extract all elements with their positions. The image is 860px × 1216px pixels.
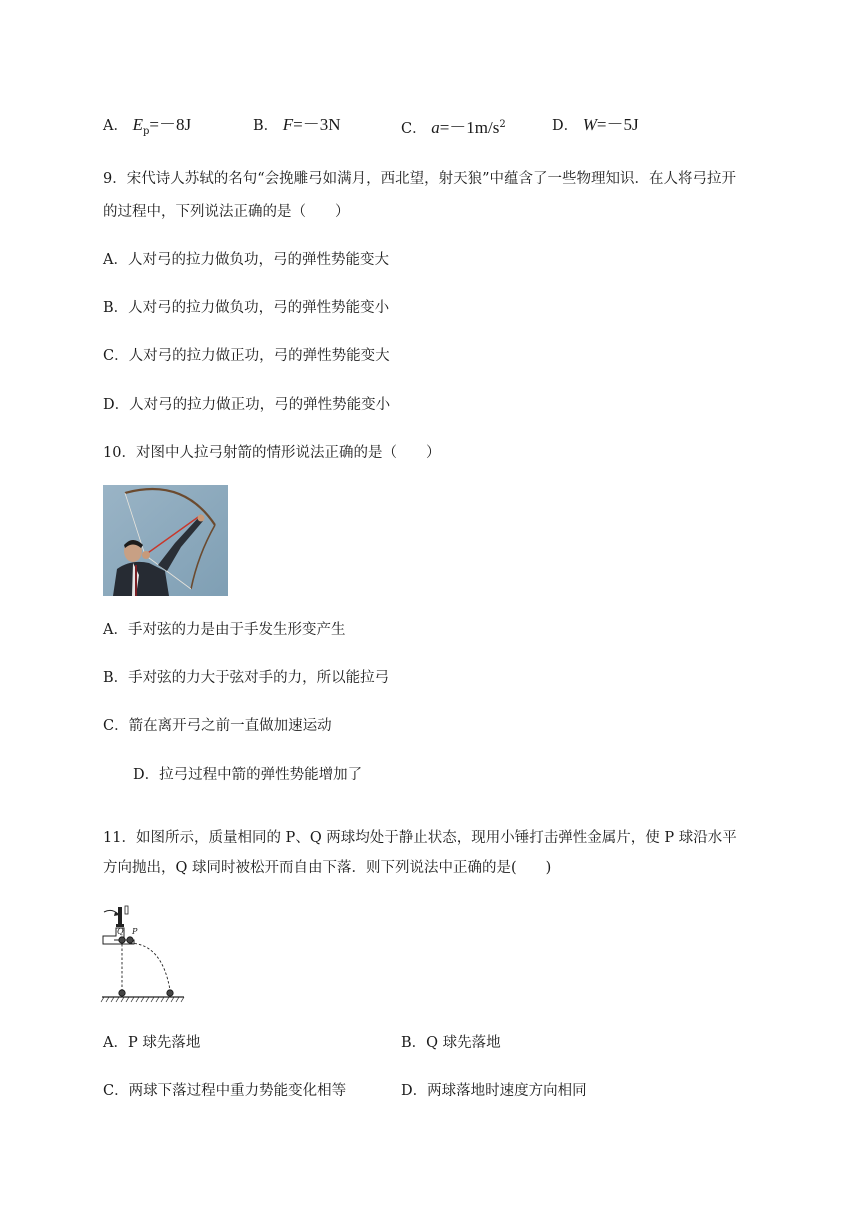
ball-p — [127, 937, 133, 943]
q10-option-b: B．手对弦的力大于弦对手的力，所以能拉弓 — [103, 670, 390, 686]
q11-option-a: A．P 球先落地 — [103, 1035, 201, 1051]
q8-option-b: B． F=－3N — [253, 115, 341, 134]
q11-option-b: B．Q 球先落地 — [401, 1035, 501, 1051]
q9-option-c: C．人对弓的拉力做正功，弓的弹性势能变大 — [103, 348, 390, 364]
q9-stem-line1: 9．宋代诗人苏轼的名句“会挽雕弓如满月，西北望，射天狼”中蕴含了一些物理知识．在人将弓拉开 — [103, 171, 737, 187]
q9-option-d: D．人对弓的拉力做正功，弓的弹性势能变小 — [103, 397, 391, 413]
q8-option-a: A． $E_p=-8J$ — [103, 115, 192, 137]
q9-stem-line2: 的过程中，下列说法正确的是（ ） — [103, 204, 350, 220]
archer-photo — [103, 485, 228, 596]
label-p: P — [132, 927, 138, 936]
q8-a-var: E — [132, 115, 143, 134]
q11-stem-line1: 11．如图所示，质量相同的 P、Q 两球均处于静止状态，现用小锤打击弹性金属片，使 P 球沿水平 — [103, 830, 737, 846]
q11-option-c: C．两球下落过程中重力势能变化相等 — [103, 1083, 347, 1099]
q8-option-d: D． W=－5J — [552, 115, 639, 134]
q11-stem-line2: 方向抛出，Q 球同时被松开而自由下落．则下列说法中正确的是( ) — [103, 860, 552, 876]
projectile-apparatus-diagram — [100, 904, 186, 1004]
q9-option-a: A．人对弓的拉力做负功，弓的弹性势能变大 — [103, 252, 389, 268]
q10-stem: 10．对图中人拉弓射箭的情形说法正确的是（ ） — [103, 445, 441, 461]
q10-option-d: D．拉弓过程中箭的弹性势能增加了 — [133, 767, 363, 783]
q10-option-c: C．箭在离开弓之前一直做加速运动 — [103, 718, 332, 734]
q9-option-b: B．人对弓的拉力做负功，弓的弹性势能变小 — [103, 300, 390, 316]
q10-option-a: A．手对弦的力是由于手发生形变产生 — [103, 622, 346, 638]
q11-option-d: D．两球落地时速度方向相同 — [401, 1083, 587, 1099]
ball-q — [119, 937, 125, 943]
label-q: Q — [117, 927, 124, 936]
q8-option-c: C． $a=-1m/s^2$ — [401, 117, 506, 137]
